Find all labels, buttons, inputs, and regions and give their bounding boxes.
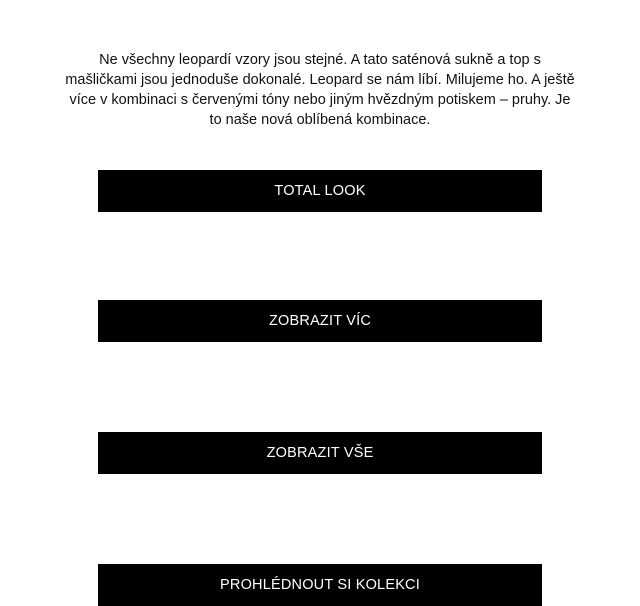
show-more-button[interactable]: ZOBRAZIT VÍC: [98, 300, 542, 342]
total-look-button[interactable]: TOTAL LOOK: [98, 170, 542, 212]
show-all-button[interactable]: ZOBRAZIT VŠE: [98, 432, 542, 474]
intro-paragraph: Ne všechny leopardí vzory jsou stejné. A tato saténová sukně a top s mašličkami jsou jednoduše dokonalé. Leopard se nám líbí. Milujeme ho. A ještě více v kombinaci s červenými tóny nebo jiným hvězdným potiskem – pruhy. Je to naše nová oblíbená kombinace.: [65, 52, 575, 128]
browse-collection-button[interactable]: PROHLÉDNOUT SI KOLEKCI: [98, 564, 542, 606]
